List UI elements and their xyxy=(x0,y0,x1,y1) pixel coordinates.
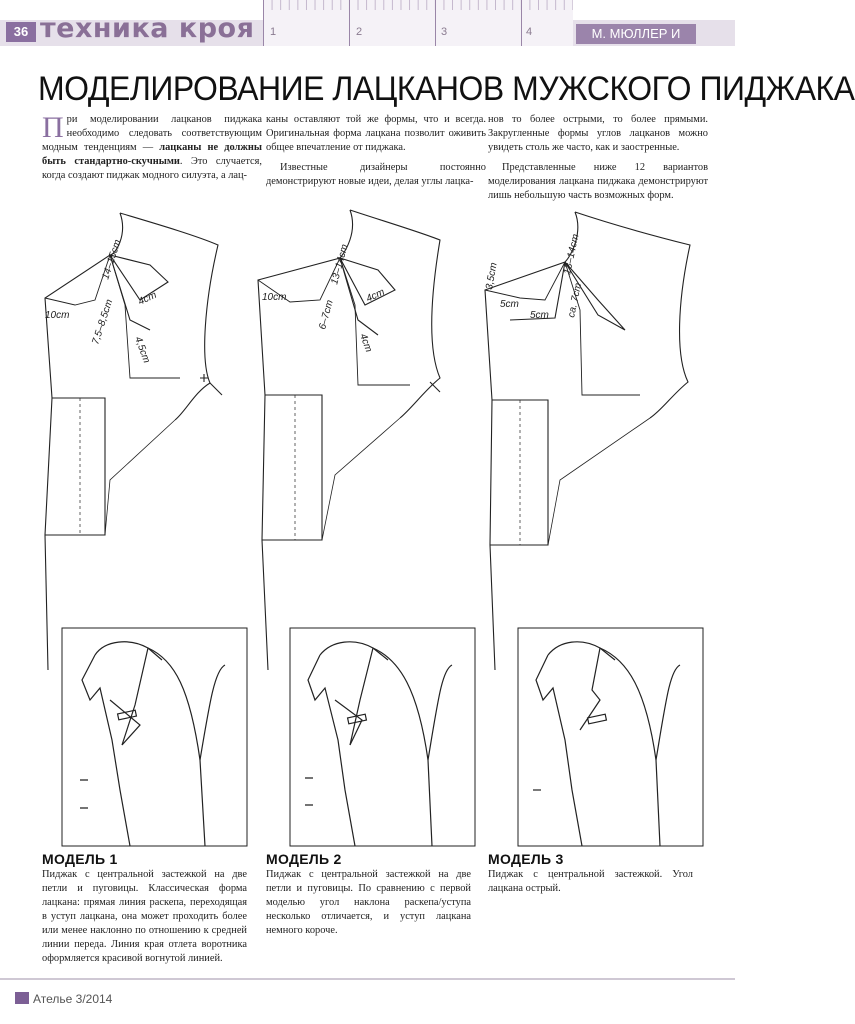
ruler-decoration xyxy=(263,0,573,46)
publisher-badge: М. МЮЛЛЕР И СЫН xyxy=(576,24,696,44)
section-title: техника кроя xyxy=(40,13,255,44)
model-description-2: Пиджак с центральной застежкой на две петли и пуговицы. По сравнению с первой моделью угол наклона раскепа/уступа несколько отличается, и уступ лацкана немного короче. xyxy=(266,869,471,936)
page-header xyxy=(0,0,735,61)
article-title: МОДЕЛИРОВАНИЕ ЛАЦКАНОВ МУЖСКОГО ПИДЖАКА xyxy=(38,70,855,108)
pattern-draft-2 xyxy=(258,210,440,670)
intro-bold-text: лацканы не должны быть стандартно-скучными xyxy=(42,142,262,167)
footer-divider xyxy=(0,978,735,980)
footer xyxy=(15,992,112,1006)
intro-paragraph: Известные дизайнеры постоянно демонстрируют новые идеи, делая углы лацка- xyxy=(266,162,486,187)
measure-label: 13–14cm xyxy=(562,233,582,276)
measure-label: 14–15cm xyxy=(100,238,124,281)
jacket-illustration-1 xyxy=(62,628,247,846)
pattern-draft-1 xyxy=(45,213,222,670)
intro-paragraph: каны оставляют той же формы, что и всегда. Оригинальная форма лацкана позволит оживить общее впечатление от пиджака. xyxy=(266,114,486,153)
measure-label: ca. 7cm xyxy=(566,282,585,319)
model-heading-2: МОДЕЛЬ 2 xyxy=(266,851,342,867)
model-heading-1: МОДЕЛЬ 1 xyxy=(42,851,118,867)
drop-cap: П xyxy=(42,111,64,144)
ruler-number: 4 xyxy=(526,26,533,38)
measure-label: 4cm xyxy=(136,289,159,308)
measure-label: 13–14cm xyxy=(329,243,351,286)
intro-paragraph: Представленные ниже 12 вариантов моделирования лацкана пиджака демонстрируют лишь небольшую часть возможных форм. xyxy=(488,162,708,201)
intro-column-2 xyxy=(266,113,486,195)
measure-label: 10cm xyxy=(45,310,70,321)
page-number: 36 xyxy=(6,22,36,42)
pattern-draft-3 xyxy=(485,212,690,670)
ruler-number: 1 xyxy=(270,26,277,38)
measure-label: 5cm xyxy=(530,310,549,321)
intro-column-1 xyxy=(42,113,262,189)
measure-label: 7,5–8,5cm xyxy=(90,298,116,346)
lapel-pattern-drawings xyxy=(0,190,735,850)
measure-label: 4cm xyxy=(364,286,387,305)
intro-text: ри моделировании лацканов пиджака необходимо следовать соответствующим модным тенденциям — xyxy=(42,114,262,153)
measure-label: 5cm xyxy=(500,299,519,310)
magazine-logo-icon xyxy=(15,992,29,1004)
measure-label: 3,5cm xyxy=(484,261,500,291)
model-description-3: Пиджак с центральной застежкой. Угол лацкана острый. xyxy=(488,869,693,894)
measure-label: 4,5cm xyxy=(132,335,152,365)
intro-paragraph: нов то более острыми, то более прямыми. Закругленные формы углов лацканов можно увидеть столь же часто, как и заостренные. xyxy=(488,114,708,153)
intro-text: . Это случается, когда создают пиджак модного силуэта, а лац- xyxy=(42,156,262,181)
magazine-issue: Ателье 3/2014 xyxy=(33,992,113,1006)
measure-label: 4cm xyxy=(357,332,374,354)
measure-label: 6–7cm xyxy=(317,298,336,331)
ruler-number: 2 xyxy=(356,26,363,38)
measure-label: 10cm xyxy=(262,292,287,303)
model-description-1: Пиджак с центральной застежкой на две петли и пуговицы. Классическая форма лацкана: прямая линия раскепа, переходящая в уступ лацкана, она может проходить более или менее наклонно по отношению к средней линии переда. Линия края отлета воротника оформляется красивой вогнутой линией. xyxy=(42,869,247,964)
ruler-number: 3 xyxy=(441,26,448,38)
model-heading-3: МОДЕЛЬ 3 xyxy=(488,851,564,867)
